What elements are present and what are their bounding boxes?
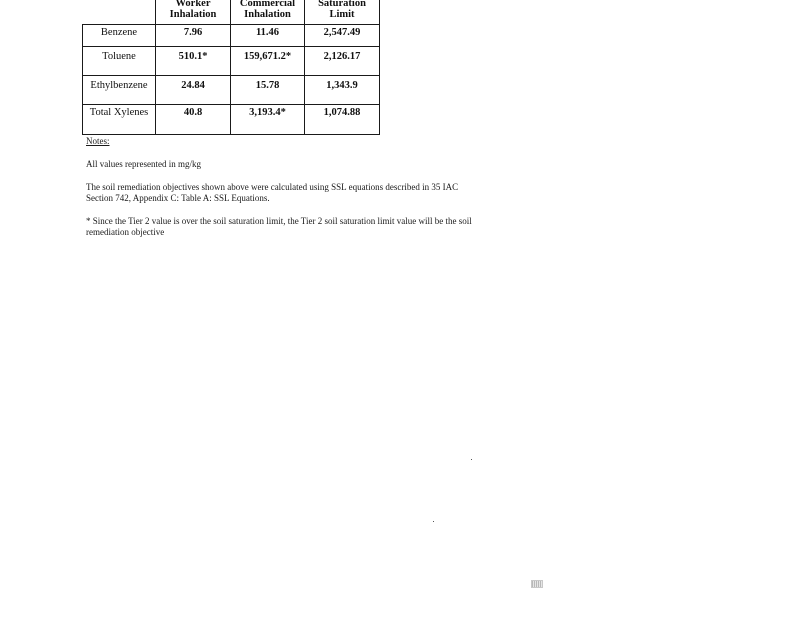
table-row <box>83 105 380 135</box>
commercial-value: 11.46 <box>231 25 305 47</box>
commercial-value: 15.78 <box>231 76 305 105</box>
footnote: * Since the Tier 2 value is over the soil saturation limit, the Tier 2 soil saturation limit value will be the soil remediation objective <box>86 216 472 237</box>
notes-heading: Notes: <box>86 136 110 146</box>
header-worker-inhalation: Worker Inhalation <box>156 0 231 25</box>
chemical-name: Toluene <box>83 47 156 76</box>
scan-speck <box>471 459 472 460</box>
header-corner-cell <box>83 0 156 25</box>
chemical-name: Benzene <box>83 25 156 47</box>
commercial-value: 159,671.2* <box>231 47 305 76</box>
worker-value: 7.96 <box>156 25 231 47</box>
table-row <box>83 25 380 47</box>
units-note: All values represented in mg/kg <box>86 159 201 169</box>
notes-section <box>86 136 486 238</box>
saturation-value: 2,547.49 <box>305 25 380 47</box>
worker-value: 40.8 <box>156 105 231 135</box>
chemical-name: Ethylbenzene <box>83 76 156 105</box>
header-saturation-limit: Saturation Limit <box>305 0 380 25</box>
worker-value: 24.84 <box>156 76 231 105</box>
table-header-row <box>83 0 380 25</box>
scan-speck <box>433 521 434 522</box>
scan-artifact <box>531 580 543 588</box>
chemical-name: Total Xylenes <box>83 105 156 135</box>
saturation-value: 1,343.9 <box>305 76 380 105</box>
header-commercial-inhalation: Commercial Inhalation <box>231 0 305 25</box>
soil-objectives-table <box>82 0 380 135</box>
saturation-value: 2,126.17 <box>305 47 380 76</box>
table-row <box>83 76 380 105</box>
method-note: The soil remediation objectives shown above were calculated using SSL equations described in 35 IAC Section 742, Appendix C: Table A: SSL Equations. <box>86 182 459 203</box>
worker-value: 510.1* <box>156 47 231 76</box>
table-row <box>83 47 380 76</box>
commercial-value: 3,193.4* <box>231 105 305 135</box>
saturation-value: 1,074.88 <box>305 105 380 135</box>
